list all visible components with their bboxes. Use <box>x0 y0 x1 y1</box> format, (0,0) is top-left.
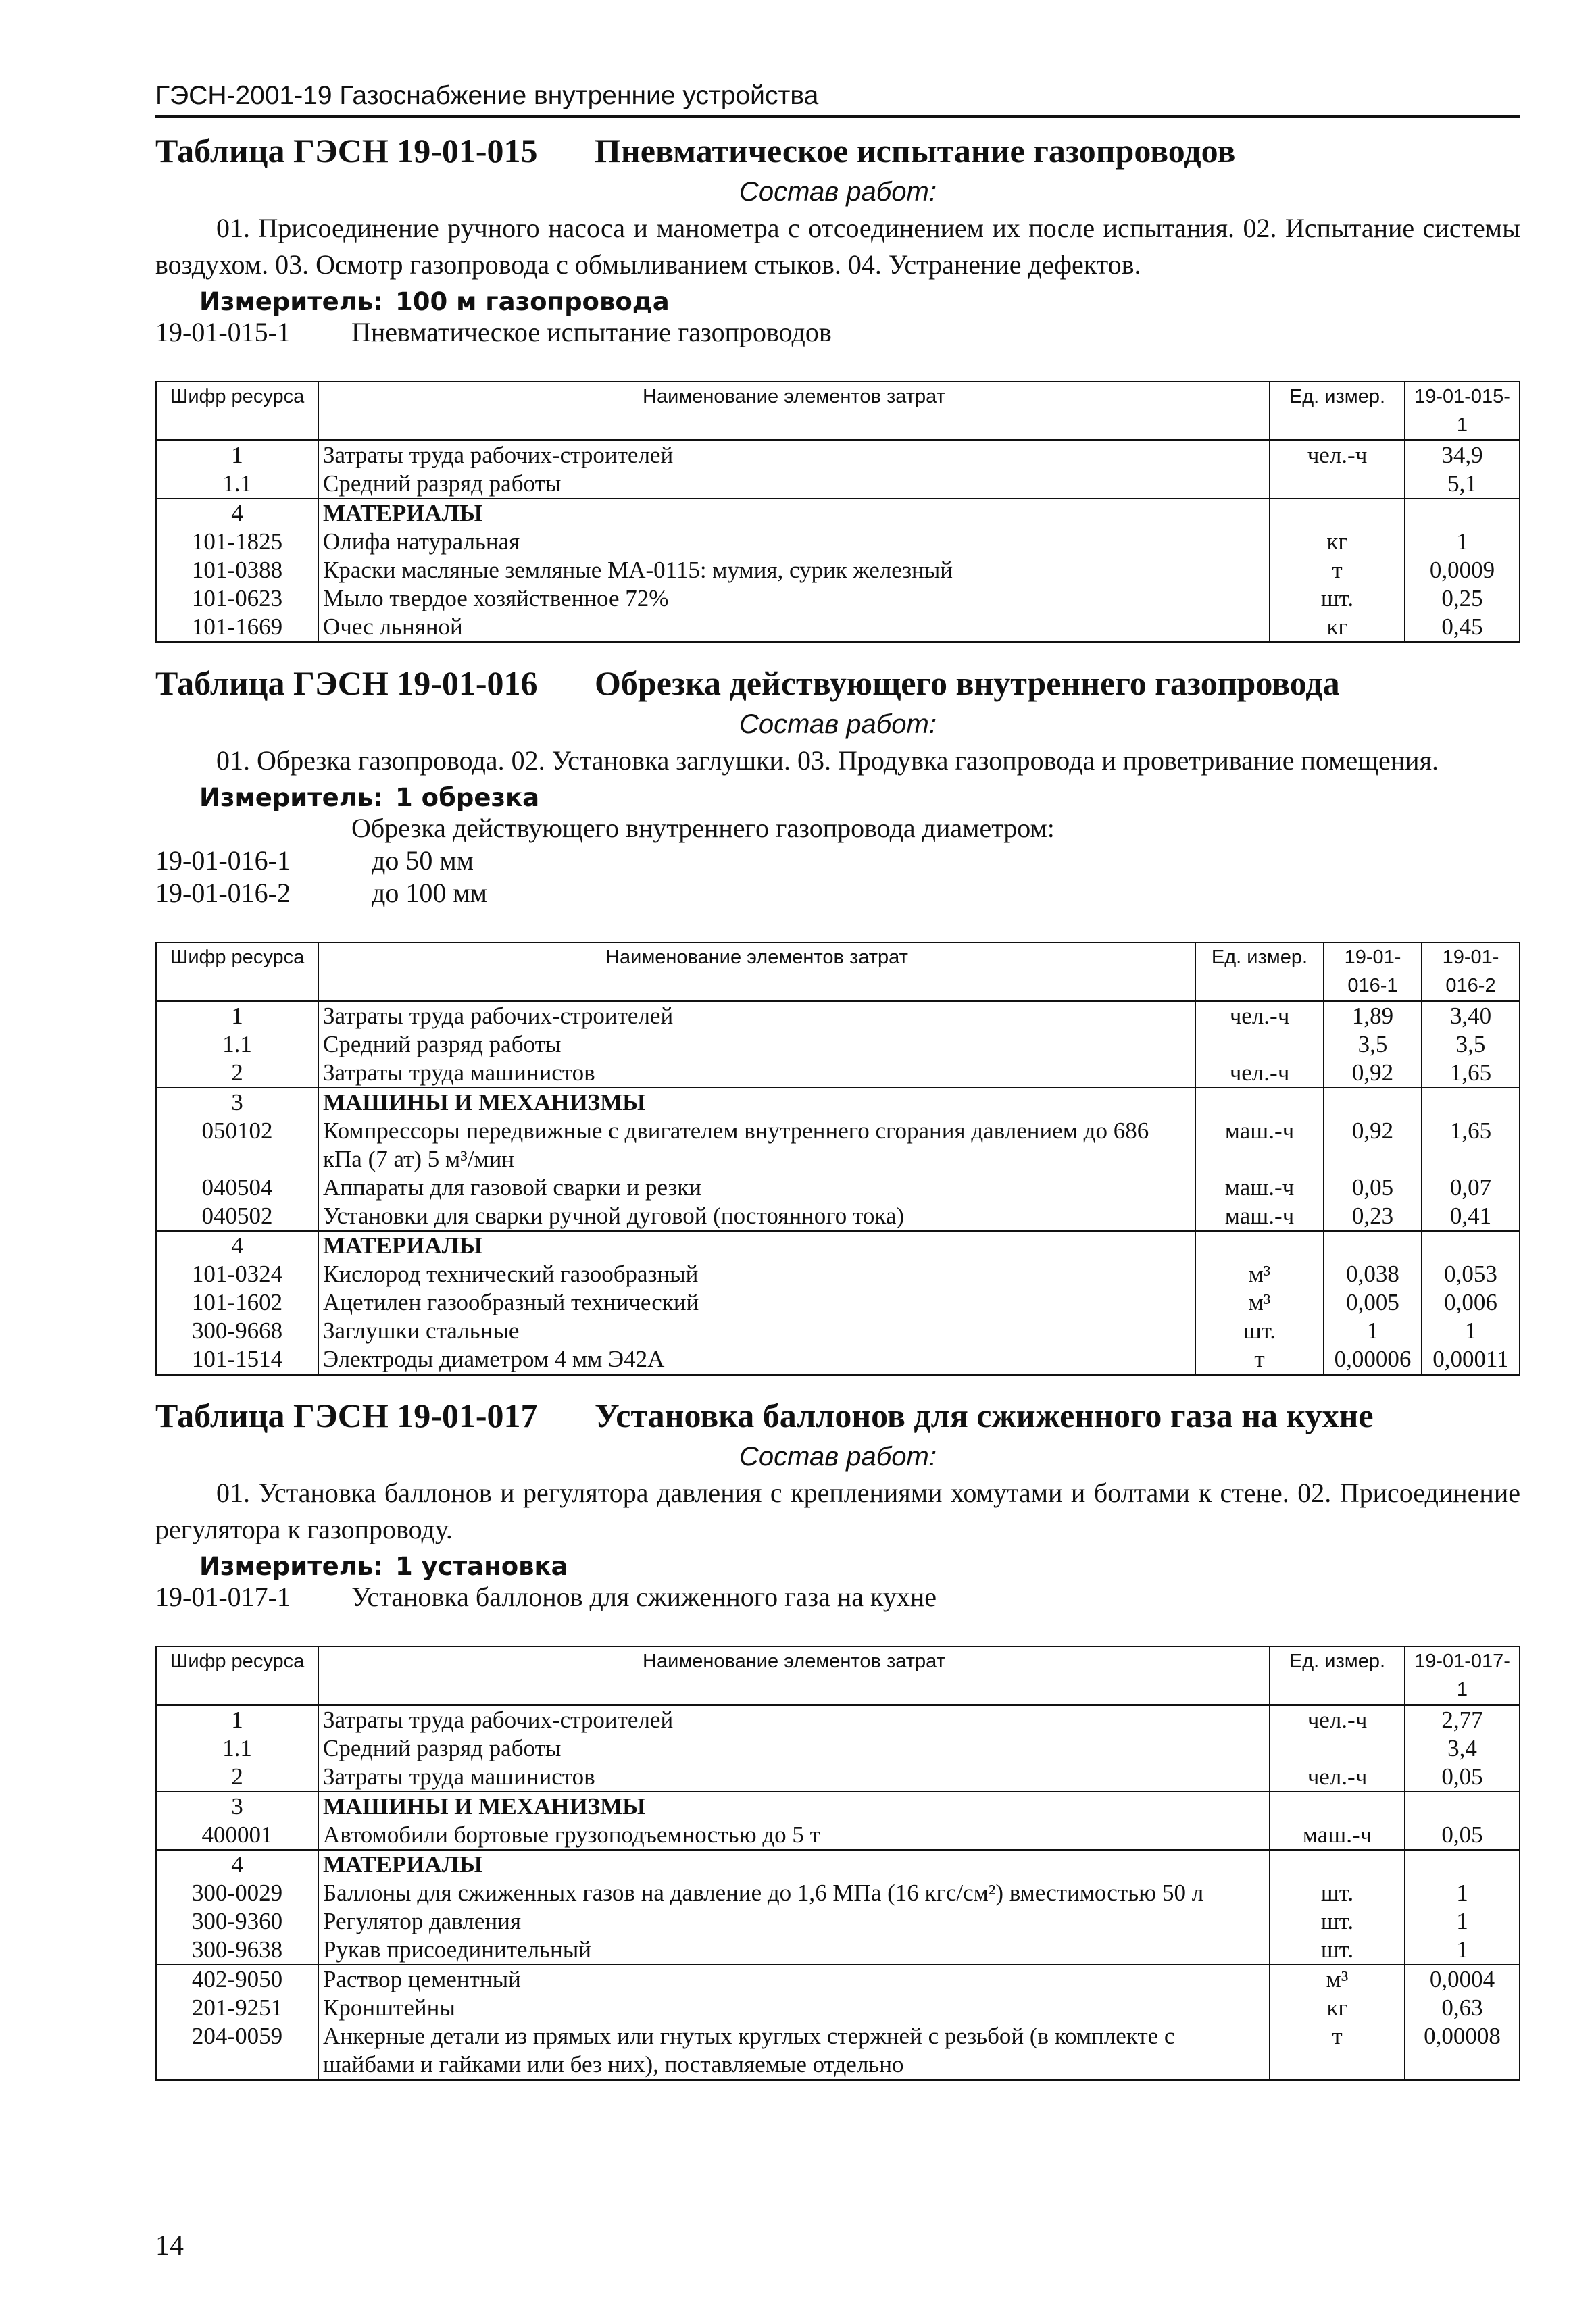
cell-value: 0,038 <box>1324 1260 1422 1288</box>
cell-code: 101-0324 <box>156 1260 318 1288</box>
cell-value: 3,40 <box>1422 1001 1520 1031</box>
cell-value <box>1405 499 1520 528</box>
measure-label: Измеритель: <box>199 1552 384 1581</box>
col-header-name: Наименование элементов затрат <box>318 382 1270 441</box>
cell-code: 4 <box>156 1850 318 1879</box>
cell-unit: т <box>1270 556 1405 584</box>
cell-value: 1 <box>1324 1317 1422 1345</box>
cell-value <box>1405 1792 1520 1821</box>
measure-value: 1 обрезка <box>395 783 540 812</box>
cell-unit: т <box>1195 1345 1324 1375</box>
cell-name: Затраты труда машинистов <box>318 1763 1270 1792</box>
table-row <box>156 556 1520 584</box>
cell-code: 2 <box>156 1059 318 1088</box>
cell-unit: м³ <box>1195 1288 1324 1317</box>
cell-unit <box>1270 470 1405 499</box>
table-code: Таблица ГЭСН 19-01-015 <box>155 132 538 170</box>
cell-unit: шт. <box>1270 584 1405 613</box>
cell-name: Кислород технический газообразный <box>318 1260 1195 1288</box>
cell-name: Средний разряд работы <box>318 1030 1195 1059</box>
measure-line <box>199 287 1520 316</box>
cell-value <box>1324 1088 1422 1117</box>
table-row <box>156 499 1520 528</box>
work-composition-label: Состав работ: <box>739 709 937 739</box>
cell-name: Анкерные детали из прямых или гнутых круглых стержней с резьбой (в комплекте с шайбами и гайками или без них), поставляемые отдельно <box>318 2022 1270 2080</box>
cell-value: 0,92 <box>1324 1117 1422 1174</box>
work-description: 01. Обрезка газопровода. 02. Установка заглушки. 03. Продувка газопровода и проветривание помещения. <box>216 745 1439 776</box>
table-row <box>156 1059 1520 1088</box>
cell-name: Олифа натуральная <box>318 528 1270 556</box>
table-row <box>156 528 1520 556</box>
cell-code: 040502 <box>156 1202 318 1231</box>
cell-value: 0,00011 <box>1422 1345 1520 1375</box>
item-row <box>155 316 1520 349</box>
cell-value: 0,005 <box>1324 1288 1422 1317</box>
cell-value: 3,5 <box>1422 1030 1520 1059</box>
cell-name: Баллоны для сжиженных газов на давление до 1,6 МПа (16 кгс/см²) вместимостью 50 л <box>318 1879 1270 1907</box>
cell-name: Кронштейны <box>318 1994 1270 2022</box>
table-row <box>156 1792 1520 1821</box>
cell-value: 1 <box>1405 1879 1520 1907</box>
cell-value: 3,4 <box>1405 1734 1520 1763</box>
cell-code: 1 <box>156 1705 318 1735</box>
cell-unit <box>1195 1231 1324 1260</box>
cell-unit: шт. <box>1195 1317 1324 1345</box>
cell-name: МАТЕРИАЛЫ <box>318 499 1270 528</box>
resource-table <box>155 381 1520 643</box>
table-row <box>156 1850 1520 1879</box>
cell-value: 1 <box>1405 528 1520 556</box>
item-code: 19-01-016-2 <box>155 878 291 908</box>
cell-value: 0,05 <box>1405 1763 1520 1792</box>
table-row <box>156 1088 1520 1117</box>
item-row <box>155 1581 1520 1613</box>
cell-value <box>1422 1231 1520 1260</box>
cell-value: 0,05 <box>1324 1174 1422 1202</box>
cell-code: 3 <box>156 1792 318 1821</box>
cell-code: 1.1 <box>156 1734 318 1763</box>
work-description: 01. Установка баллонов и регулятора давления с креплениями хомутами и болтами к стене. 02. Присоединение регулятора к газопроводу. <box>155 1478 1520 1544</box>
cell-name: Затраты труда рабочих-строителей <box>318 441 1270 470</box>
cell-value <box>1422 1088 1520 1117</box>
item-code: 19-01-016-1 <box>155 845 291 876</box>
table-header-row <box>156 942 1520 1001</box>
cell-name: Раствор цементный <box>318 1965 1270 1994</box>
cell-name: МАШИНЫ И МЕХАНИЗМЫ <box>318 1792 1270 1821</box>
cell-value: 0,05 <box>1405 1821 1520 1850</box>
resource-table <box>155 942 1520 1376</box>
work-composition-label: Состав работ: <box>739 1442 937 1472</box>
table-row <box>156 1202 1520 1231</box>
cell-unit: м³ <box>1195 1260 1324 1288</box>
cell-value: 0,45 <box>1405 613 1520 643</box>
table-code: Таблица ГЭСН 19-01-017 <box>155 1397 538 1434</box>
cell-value: 34,9 <box>1405 441 1520 470</box>
table-row <box>156 1821 1520 1850</box>
cell-value: 1 <box>1405 1936 1520 1965</box>
cell-value: 1,65 <box>1422 1059 1520 1088</box>
cell-unit: чел.-ч <box>1270 441 1405 470</box>
col-header-code: Шифр ресурса <box>156 1646 318 1705</box>
section-title <box>155 663 1520 703</box>
table-name: Обрезка действующего внутреннего газопровода <box>595 664 1340 702</box>
cell-name: Автомобили бортовые грузоподъемностью до 5 т <box>318 1821 1270 1850</box>
table-name: Пневматическое испытание газопроводов <box>595 132 1236 170</box>
cell-value: 0,00006 <box>1324 1345 1422 1375</box>
table-row <box>156 1763 1520 1792</box>
table-row <box>156 1288 1520 1317</box>
cell-value: 1 <box>1405 1907 1520 1936</box>
cell-name: Средний разряд работы <box>318 470 1270 499</box>
cell-name: Краски масляные земляные МА-0115: мумия, сурик железный <box>318 556 1270 584</box>
cell-code: 1 <box>156 441 318 470</box>
cell-unit: чел.-ч <box>1195 1001 1324 1031</box>
table-row <box>156 441 1520 470</box>
table-row <box>156 1994 1520 2022</box>
section-title <box>155 1396 1520 1435</box>
cell-value: 1 <box>1422 1317 1520 1345</box>
item-name: до 100 мм <box>372 878 487 908</box>
cell-name: МАШИНЫ И МЕХАНИЗМЫ <box>318 1088 1195 1117</box>
table-row <box>156 1907 1520 1936</box>
cell-value: 0,0009 <box>1405 556 1520 584</box>
cell-code: 101-1669 <box>156 613 318 643</box>
cell-value <box>1324 1231 1422 1260</box>
table-row <box>156 1936 1520 1965</box>
table-row <box>156 1117 1520 1174</box>
table-row <box>156 1965 1520 1994</box>
cell-code: 4 <box>156 499 318 528</box>
cell-name: Очес льняной <box>318 613 1270 643</box>
table-code: Таблица ГЭСН 19-01-016 <box>155 664 538 702</box>
measure-line <box>199 783 1520 812</box>
cell-value: 0,25 <box>1405 584 1520 613</box>
cell-name: Регулятор давления <box>318 1907 1270 1936</box>
table-row <box>156 584 1520 613</box>
table-row <box>156 2022 1520 2080</box>
cell-name: МАТЕРИАЛЫ <box>318 1850 1270 1879</box>
table-row <box>156 1317 1520 1345</box>
cell-unit: чел.-ч <box>1270 1763 1405 1792</box>
measure-line <box>199 1552 1520 1581</box>
cell-code: 040504 <box>156 1174 318 1202</box>
table-row <box>156 1705 1520 1735</box>
col-header-value: 19-01-015-1 <box>1405 382 1520 441</box>
measure-value: 1 установка <box>395 1552 568 1581</box>
cell-code: 1.1 <box>156 470 318 499</box>
cell-code: 300-9360 <box>156 1907 318 1936</box>
cell-code: 402-9050 <box>156 1965 318 1994</box>
cell-code: 101-1514 <box>156 1345 318 1375</box>
table-header-row <box>156 1646 1520 1705</box>
cell-code: 204-0059 <box>156 2022 318 2080</box>
cell-value <box>1405 1850 1520 1879</box>
work-description: 01. Присоединение ручного насоса и манометра с отсоединением их после испытания. 02. Испытание системы воздухом. 03. Осмотр газопровода с обмыливанием стыков. 04. Устранение дефектов. <box>155 213 1520 280</box>
col-header-unit: Ед. измер. <box>1270 382 1405 441</box>
work-composition-label: Состав работ: <box>739 177 937 207</box>
cell-code: 3 <box>156 1088 318 1117</box>
cell-value: 0,006 <box>1422 1288 1520 1317</box>
col-header-value: 19-01-017-1 <box>1405 1646 1520 1705</box>
table-row <box>156 1345 1520 1375</box>
cell-name: Установки для сварки ручной дуговой (постоянного тока) <box>318 1202 1195 1231</box>
cell-name: МАТЕРИАЛЫ <box>318 1231 1195 1260</box>
table-row <box>156 1260 1520 1288</box>
table-row <box>156 1174 1520 1202</box>
table-section <box>155 663 1520 1376</box>
cell-code: 300-9668 <box>156 1317 318 1345</box>
item-row <box>155 845 1520 877</box>
table-section <box>155 1396 1520 2081</box>
cell-unit: чел.-ч <box>1195 1059 1324 1088</box>
cell-name: Затраты труда машинистов <box>318 1059 1195 1088</box>
item-code: 19-01-017-1 <box>155 1582 291 1612</box>
col-header-value: 19-01-016-1 <box>1324 942 1422 1001</box>
cell-unit: маш.-ч <box>1195 1202 1324 1231</box>
cell-value: 1,89 <box>1324 1001 1422 1031</box>
cell-name: Заглушки стальные <box>318 1317 1195 1345</box>
cell-unit: кг <box>1270 528 1405 556</box>
cell-unit: кг <box>1270 613 1405 643</box>
table-row <box>156 470 1520 499</box>
cell-value: 0,00008 <box>1405 2022 1520 2080</box>
item-name: до 50 мм <box>372 845 474 876</box>
cell-value: 0,63 <box>1405 1994 1520 2022</box>
cell-unit <box>1270 1734 1405 1763</box>
cell-unit: маш.-ч <box>1195 1174 1324 1202</box>
table-row <box>156 613 1520 643</box>
table-row <box>156 1879 1520 1907</box>
resource-table <box>155 1646 1520 2081</box>
item-name: Пневматическое испытание газопроводов <box>351 317 832 347</box>
cell-name: Рукав присоединительный <box>318 1936 1270 1965</box>
table-name: Установка баллонов для сжиженного газа на кухне <box>595 1397 1374 1434</box>
cell-code: 101-0388 <box>156 556 318 584</box>
cell-value: 0,23 <box>1324 1202 1422 1231</box>
cell-unit <box>1270 1850 1405 1879</box>
item-name: Установка баллонов для сжиженного газа на кухне <box>351 1582 937 1612</box>
table-section <box>155 131 1520 643</box>
cell-name: Мыло твердое хозяйственное 72% <box>318 584 1270 613</box>
cell-name: Электроды диаметром 4 мм Э42А <box>318 1345 1195 1375</box>
col-header-code: Шифр ресурса <box>156 382 318 441</box>
table-row <box>156 1231 1520 1260</box>
cell-unit <box>1195 1030 1324 1059</box>
cell-unit: м³ <box>1270 1965 1405 1994</box>
cell-code: 300-9638 <box>156 1936 318 1965</box>
cell-name: Затраты труда рабочих-строителей <box>318 1001 1195 1031</box>
cell-value: 0,053 <box>1422 1260 1520 1288</box>
cell-unit: кг <box>1270 1994 1405 2022</box>
measure-value: 100 м газопровода <box>395 287 670 316</box>
cell-value: 5,1 <box>1405 470 1520 499</box>
cell-value: 3,5 <box>1324 1030 1422 1059</box>
cell-code: 101-1825 <box>156 528 318 556</box>
cell-value: 0,41 <box>1422 1202 1520 1231</box>
running-header: ГЭСН-2001-19 Газоснабжение внутренние устройства <box>155 81 1520 118</box>
col-header-value: 19-01-016-2 <box>1422 942 1520 1001</box>
measure-label: Измеритель: <box>199 287 384 316</box>
cell-value: 1,65 <box>1422 1117 1520 1174</box>
cell-unit: чел.-ч <box>1270 1705 1405 1735</box>
cell-unit: шт. <box>1270 1907 1405 1936</box>
cell-code: 4 <box>156 1231 318 1260</box>
cell-unit: т <box>1270 2022 1405 2080</box>
cell-name: Средний разряд работы <box>318 1734 1270 1763</box>
cell-unit: шт. <box>1270 1936 1405 1965</box>
cell-value: 0,92 <box>1324 1059 1422 1088</box>
cell-code: 2 <box>156 1763 318 1792</box>
cell-code: 101-1602 <box>156 1288 318 1317</box>
cell-unit: маш.-ч <box>1195 1117 1324 1174</box>
col-header-unit: Ед. измер. <box>1195 942 1324 1001</box>
item-code: 19-01-015-1 <box>155 317 291 347</box>
cell-name: Ацетилен газообразный технический <box>318 1288 1195 1317</box>
col-header-name: Наименование элементов затрат <box>318 1646 1270 1705</box>
table-row <box>156 1001 1520 1031</box>
cell-code: 050102 <box>156 1117 318 1174</box>
cell-code: 101-0623 <box>156 584 318 613</box>
cell-value: 0,0004 <box>1405 1965 1520 1994</box>
cell-value: 2,77 <box>1405 1705 1520 1735</box>
cell-unit: маш.-ч <box>1270 1821 1405 1850</box>
cell-value: 0,07 <box>1422 1174 1520 1202</box>
cell-name: Аппараты для газовой сварки и резки <box>318 1174 1195 1202</box>
cell-unit <box>1270 499 1405 528</box>
item-row <box>155 877 1520 909</box>
cell-unit <box>1270 1792 1405 1821</box>
document-page <box>155 81 1520 2101</box>
cell-code: 1 <box>156 1001 318 1031</box>
cell-code: 300-0029 <box>156 1879 318 1907</box>
cell-code: 201-9251 <box>156 1994 318 2022</box>
table-header-row <box>156 382 1520 441</box>
cell-unit <box>1195 1088 1324 1117</box>
measure-label: Измеритель: <box>199 783 384 812</box>
items-intro: Обрезка действующего внутреннего газопровода диаметром: <box>351 813 1055 843</box>
cell-unit: шт. <box>1270 1879 1405 1907</box>
col-header-unit: Ед. измер. <box>1270 1646 1405 1705</box>
cell-code: 1.1 <box>156 1030 318 1059</box>
table-row <box>156 1734 1520 1763</box>
cell-name: Компрессоры передвижные с двигателем внутреннего сгорания давлением до 686 кПа (7 ат) 5 м³/мин <box>318 1117 1195 1174</box>
col-header-name: Наименование элементов затрат <box>318 942 1195 1001</box>
cell-name: Затраты труда рабочих-строителей <box>318 1705 1270 1735</box>
section-title <box>155 131 1520 170</box>
cell-code: 400001 <box>156 1821 318 1850</box>
col-header-code: Шифр ресурса <box>156 942 318 1001</box>
sections-container <box>155 131 1520 2081</box>
table-row <box>156 1030 1520 1059</box>
page-number: 14 <box>155 2230 184 2261</box>
